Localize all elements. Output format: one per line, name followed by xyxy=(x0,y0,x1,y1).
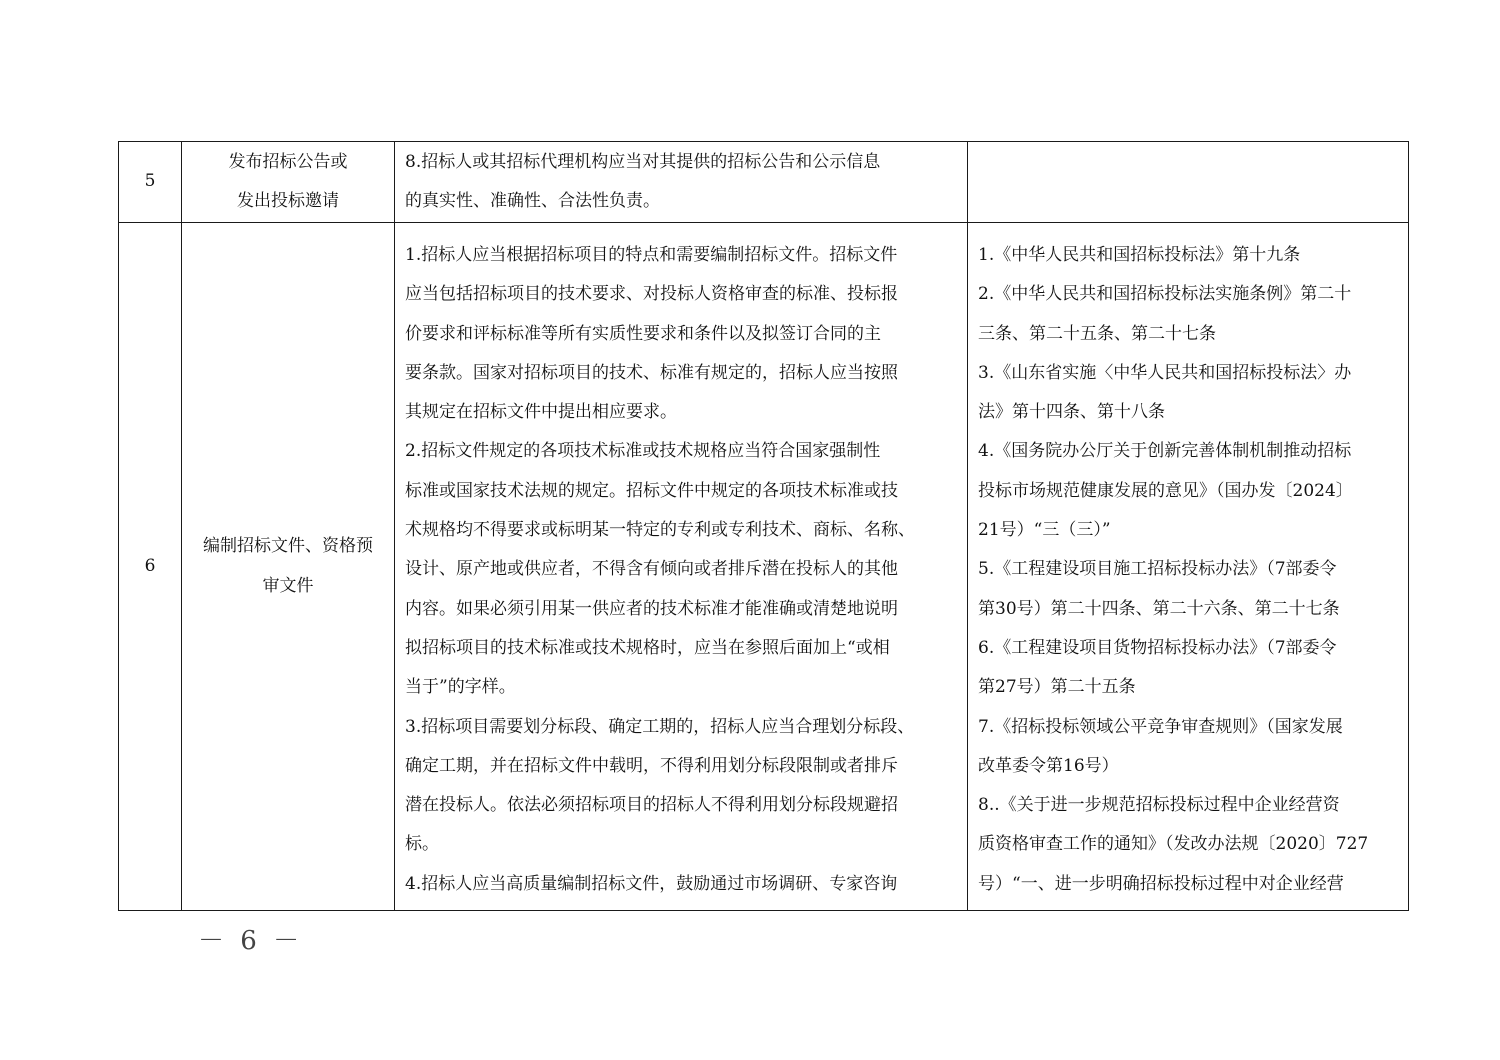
requirement-line: 8.招标人或其招标代理机构应当对其提供的招标公告和公示信息 xyxy=(405,151,881,172)
requirement-line: 的真实性、准确性、合法性负责。 xyxy=(405,191,660,211)
requirement-cell xyxy=(395,142,968,223)
table-row xyxy=(119,223,1409,911)
legal-basis-cell xyxy=(968,142,1409,223)
requirement-line: 内容。如果必须引用某一供应者的技术标准才能准确或清楚地说明 xyxy=(405,598,898,619)
item-name-line: 发布招标公告或 xyxy=(228,151,348,172)
requirement-cell xyxy=(395,223,968,911)
legal-basis-line: 法》第十四条、第十八条 xyxy=(978,402,1165,423)
requirement-line: 当于”的字样。 xyxy=(405,677,516,698)
legal-basis-line: 2.《中华人民共和国招标投标法实施条例》第二十 xyxy=(978,284,1352,305)
requirement-line: 应当包括招标项目的技术要求、对投标人资格审查的标准、投标报 xyxy=(405,284,898,305)
legal-basis-line: 3.《山东省实施〈中华人民共和国招标投标法〉办 xyxy=(978,362,1352,383)
regulation-table xyxy=(118,141,1409,911)
requirement-line: 拟招标项目的技术标准或技术规格时，应当在参照后面加上“或相 xyxy=(405,637,890,658)
legal-basis-line: 改革委令第16号） xyxy=(978,755,1119,776)
item-name-cell xyxy=(182,223,395,911)
legal-basis-line: 5.《工程建设项目施工招标投标办法》（7部委令 xyxy=(978,559,1337,580)
legal-basis-line: 21号）“三（三）” xyxy=(978,520,1111,541)
requirement-line: 3.招标项目需要划分标段、确定工期的，招标人应当合理划分标段、 xyxy=(405,716,915,737)
requirement-line: 术规格均不得要求或标明某一特定的专利或专利技术、商标、名称、 xyxy=(405,520,915,541)
table-row xyxy=(119,142,1409,223)
legal-basis-line: 号）“一、进一步明确招标投标过程中对企业经营 xyxy=(978,873,1344,894)
requirement-line: 要条款。国家对招标项目的技术、标准有规定的，招标人应当按照 xyxy=(405,362,898,383)
row-number: 5 xyxy=(119,142,182,223)
requirement-line: 2.招标文件规定的各项技术标准或技术规格应当符合国家强制性 xyxy=(405,441,881,462)
legal-basis-line: 投标市场规范健康发展的意见》（国办发〔2024〕 xyxy=(978,480,1353,501)
page-number: － 6 － xyxy=(198,926,304,956)
legal-basis-line: 7.《招标投标领域公平竞争审查规则》（国家发展 xyxy=(978,716,1343,737)
requirement-line: 标。 xyxy=(405,834,439,855)
requirement-line: 设计、原产地或供应者，不得含有倾向或者排斥潜在投标人的其他 xyxy=(405,559,898,580)
row-number: 6 xyxy=(119,223,182,911)
requirement-line: 确定工期，并在招标文件中载明，不得利用划分标段限制或者排斥 xyxy=(405,755,898,776)
requirement-line: 4.招标人应当高质量编制招标文件，鼓励通过市场调研、专家咨询 xyxy=(405,873,898,894)
requirement-line: 标准或国家技术法规的规定。招标文件中规定的各项技术标准或技 xyxy=(405,480,898,501)
legal-basis-line: 第30号）第二十四条、第二十六条、第二十七条 xyxy=(978,598,1340,619)
legal-basis-line: 1.《中华人民共和国招标投标法》第十九条 xyxy=(978,245,1301,265)
requirement-line: 潜在投标人。依法必须招标项目的招标人不得利用划分标段规避招 xyxy=(405,795,898,816)
item-name-line: 发出投标邀请 xyxy=(237,191,339,211)
legal-basis-line: 4.《国务院办公厅关于创新完善体制机制推动招标 xyxy=(978,441,1352,462)
requirement-line: 其规定在招标文件中提出相应要求。 xyxy=(405,402,677,423)
legal-basis-line: 质资格审查工作的通知》（发改办法规〔2020〕727 xyxy=(978,834,1369,855)
legal-basis-cell xyxy=(968,223,1409,911)
legal-basis-line: 第27号）第二十五条 xyxy=(978,677,1136,698)
item-name-line: 审文件 xyxy=(262,575,314,596)
legal-basis-line: 6.《工程建设项目货物招标投标办法》（7部委令 xyxy=(978,637,1337,658)
legal-basis-line: 三条、第二十五条、第二十七条 xyxy=(978,323,1216,344)
requirement-line: 价要求和评标标准等所有实质性要求和条件以及拟签订合同的主 xyxy=(405,323,881,344)
legal-basis-line: 8..《关于进一步规范招标投标过程中企业经营资 xyxy=(978,795,1340,816)
item-name-line: 编制招标文件、资格预 xyxy=(203,536,373,557)
item-name-cell xyxy=(182,142,395,223)
requirement-line: 1.招标人应当根据招标项目的特点和需要编制招标文件。招标文件 xyxy=(405,245,898,265)
